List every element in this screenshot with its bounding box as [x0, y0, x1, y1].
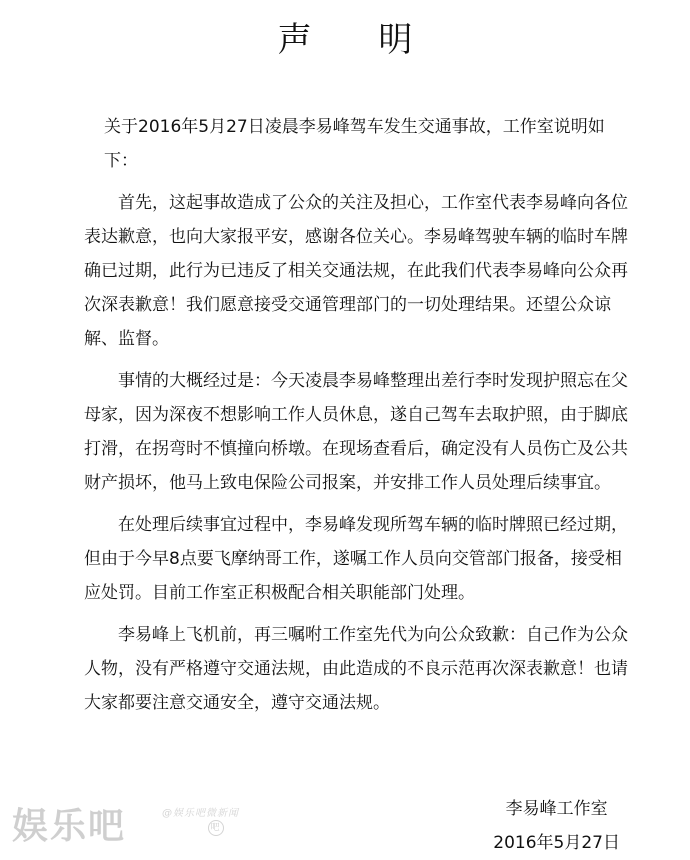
watermark-tagline: @娱乐吧微新闻: [162, 808, 239, 819]
paragraph-3: 在处理后续事宜过程中，李易峰发现所驾车辆的临时牌照已经过期，但由于今早8点要飞摩纳哥工作，遂嘱工作人员向交管部门报备，接受相应处罚。目前工作室正积极配合相关职能部门处理。: [84, 515, 628, 603]
intro-paragraph: 关于2016年5月27日凌晨李易峰驾车发生交通事故，工作室说明如下：: [104, 117, 605, 171]
paragraph-4: 李易峰上飞机前，再三嘱咐工作室先代为向公众致歉：自己作为公众人物，没有严格遵守交通法规，由此造成的不良示范再次深表歉意！也请大家都要注意交通安全，遵守交通法规。: [84, 625, 628, 713]
signature: 李易峰工作室: [505, 799, 608, 819]
signature-block: [493, 792, 620, 860]
watermark: [12, 798, 252, 847]
watermark-logo-icon: 吧: [208, 820, 224, 836]
document-body: [84, 110, 636, 728]
watermark-brand: 娱乐吧: [12, 806, 127, 847]
paragraph-1: 首先，这起事故造成了公众的关注及担心，工作室代表李易峰向各位表达歉意，也向大家报平安，感谢各位关心。李易峰驾驶车辆的临时车牌确已过期，此行为已违反了相关交通法规，在此我们代表李易峰向公众再次深表歉意！我们愿意接受交通管理部门的一切处理结果。还望公众谅解、监督。: [84, 193, 628, 349]
document-title: 声 明: [277, 20, 441, 60]
paragraph-2: 事情的大概经过是：今天凌晨李易峰整理出差行李时发现护照忘在父母家，因为深夜不想影响工作人员休息，遂自己驾车去取护照，由于脚底打滑，在拐弯时不慎撞向桥墩。在现场查看后，确定没有人员伤亡及公共财产损坏，他马上致电保险公司报案，并安排工作人员处理后续事宜。: [84, 371, 628, 493]
date: 2016年5月27日: [493, 833, 620, 853]
